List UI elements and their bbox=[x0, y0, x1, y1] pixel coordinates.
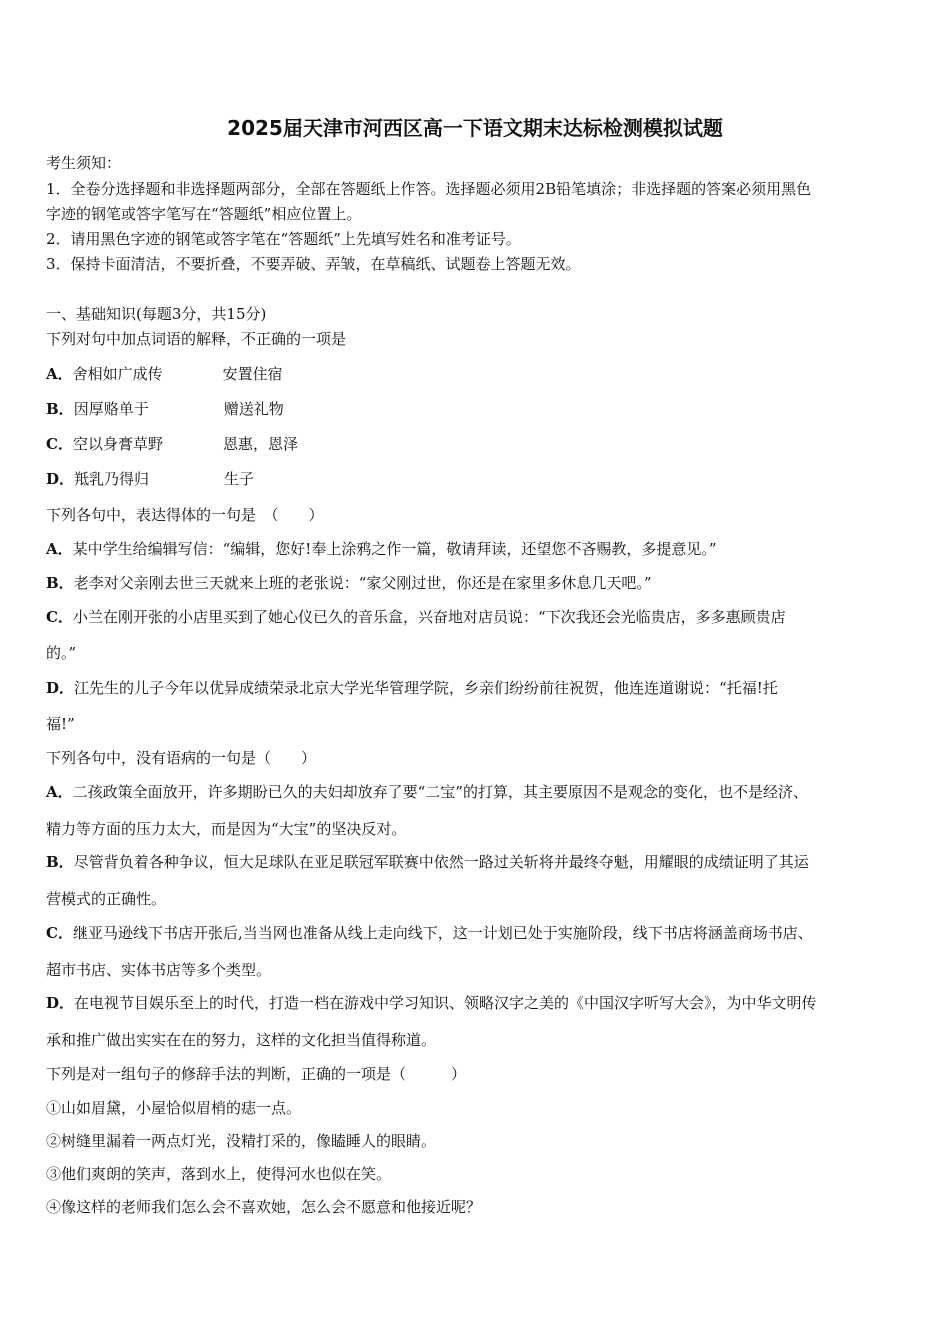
question-stem: 下列各句中，表达得体的一句是 （ ） bbox=[46, 506, 324, 524]
option-label: B． bbox=[46, 400, 74, 418]
option-label: A． bbox=[46, 365, 73, 383]
option-row bbox=[46, 468, 254, 489]
list-item: ①山如眉黛，小屋恰似眉梢的痣一点。 bbox=[46, 1099, 302, 1117]
list-item: ②树缝里漏着一两点灯光，没精打采的，像瞌睡人的眼睛。 bbox=[46, 1132, 437, 1150]
notice-line: 3．保持卡面清洁，不要折叠，不要弄破、弄皱，在草稿纸、试题卷上答题无效。 bbox=[46, 255, 581, 273]
option-text: 江先生的儿子今年以优异成绩荣录北京大学光华管理学院，乡亲们纷纷前往祝贺，他连连道谢说：“托福!托 bbox=[74, 679, 778, 697]
notice-line: 1．全卷分选择题和非选择题两部分，全部在答题纸上作答。选择题必须用2B铅笔填涂；非选择题的答案必须用黑色 bbox=[46, 180, 812, 198]
option-label: C． bbox=[46, 924, 73, 942]
option-row bbox=[46, 363, 283, 384]
option-label: B． bbox=[46, 853, 74, 871]
option-row bbox=[46, 851, 809, 872]
option-label: A． bbox=[46, 783, 73, 801]
option-row bbox=[46, 433, 298, 454]
option-label: C． bbox=[46, 608, 73, 626]
option-continuation: 福!” bbox=[46, 715, 75, 733]
option-label: D． bbox=[46, 994, 75, 1012]
option-label: B． bbox=[46, 574, 74, 592]
option-row bbox=[46, 538, 717, 559]
option-meaning: 生子 bbox=[224, 470, 255, 488]
option-row bbox=[46, 677, 778, 698]
option-continuation: 承和推广做出实实在在的努力，这样的文化担当值得称道。 bbox=[46, 1031, 437, 1049]
option-label: D． bbox=[46, 470, 75, 488]
notice-line: 字迹的钢笔或答字笔写在“答题纸”相应位置上。 bbox=[46, 205, 362, 223]
option-text: 老李对父亲刚去世三天就来上班的老张说：“家父刚过世，你还是在家里多休息几天吧。” bbox=[73, 574, 652, 592]
option-label: C． bbox=[46, 435, 73, 453]
option-row bbox=[46, 606, 786, 627]
option-text: 某中学生给编辑写信：“编辑，您好!奉上涂鸦之作一篇，敬请拜读，还望您不吝赐教，多提意见。” bbox=[72, 540, 717, 558]
option-row bbox=[46, 572, 652, 593]
page-title: 2025届天津市河西区高一下语文期末达标检测模拟试题 bbox=[227, 116, 723, 140]
option-row bbox=[46, 992, 817, 1013]
option-text: 尽管背负着各种争议，恒大足球队在亚足联冠军联赛中依然一路过关斩将并最终夺魁，用耀眼的成绩证明了其运 bbox=[73, 853, 809, 871]
option-continuation: 营模式的正确性。 bbox=[46, 890, 167, 908]
list-item: ④像这样的老师我们怎么会不喜欢她，怎么会不愿意和他接近呢？ bbox=[46, 1198, 482, 1216]
option-label: A． bbox=[46, 540, 73, 558]
notice-heading: 考生须知： bbox=[46, 154, 122, 172]
section-heading: 一、基础知识(每题3分，共15分) bbox=[46, 305, 267, 323]
list-item: ③他们爽朗的笑声，落到水上，使得河水也似在笑。 bbox=[46, 1165, 392, 1183]
option-text: 继亚马逊线下书店开张后,当当网也准备从线上走向线下，这一计划已处于实施阶段，线下书店将涵盖商场书店、 bbox=[72, 924, 813, 942]
option-meaning: 赠送礼物 bbox=[223, 400, 284, 418]
question-stem: 下列是对一组句子的修辞手法的判断，正确的一项是（ ） bbox=[46, 1065, 467, 1083]
option-term: 因厚赂单于 bbox=[73, 400, 149, 418]
notice-line: 2．请用黑色字迹的钢笔或答字笔在“答题纸”上先填写姓名和准考证号。 bbox=[46, 230, 521, 248]
option-label: D． bbox=[46, 679, 75, 697]
option-meaning: 安置住宿 bbox=[222, 365, 283, 383]
option-term: 羝乳乃得归 bbox=[74, 470, 150, 488]
option-row bbox=[46, 781, 808, 802]
option-row bbox=[46, 922, 813, 943]
option-continuation: 的。” bbox=[46, 644, 77, 662]
option-continuation: 超市书店、实体书店等多个类型。 bbox=[46, 961, 272, 979]
option-term: 舍相如广成传 bbox=[72, 365, 163, 383]
question-stem: 下列各句中，没有语病的一句是（ ） bbox=[46, 749, 317, 767]
option-text: 小兰在刚开张的小店里买到了她心仪已久的音乐盒，兴奋地对店员说：“下次我还会光临贵店，多多惠顾贵店 bbox=[72, 608, 786, 626]
option-continuation: 精力等方面的压力太大，而是因为“大宝”的坚决反对。 bbox=[46, 820, 407, 838]
option-text: 二孩政策全面放开，许多期盼已久的夫妇却放弃了要“二宝”的打算，其主要原因不是观念的变化，也不是经济、 bbox=[72, 783, 808, 801]
question-stem: 下列对句中加点词语的解释，不正确的一项是 bbox=[46, 330, 347, 348]
option-meaning: 恩惠，恩泽 bbox=[222, 435, 298, 453]
option-term: 空以身膏草野 bbox=[72, 435, 163, 453]
option-row bbox=[46, 398, 284, 419]
option-text: 在电视节目娱乐至上的时代，打造一档在游戏中学习知识、领略汉字之美的《中国汉字听写大会》，为中华文明传 bbox=[74, 994, 817, 1012]
